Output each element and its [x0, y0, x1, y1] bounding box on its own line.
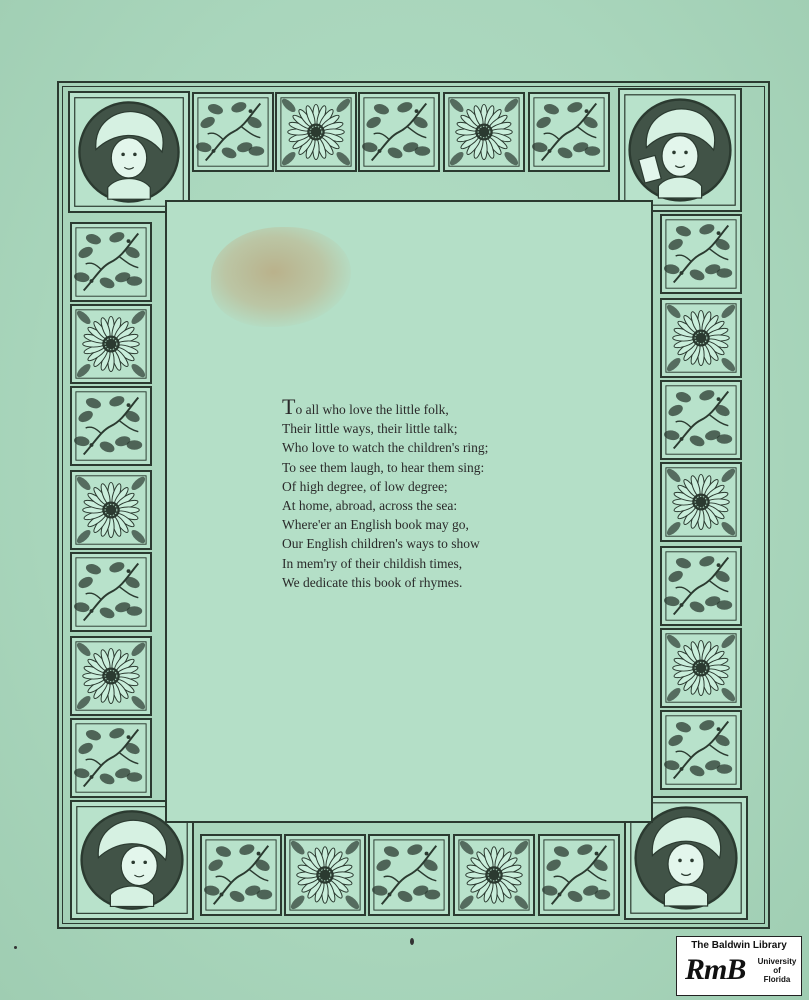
ink-speck — [14, 946, 17, 949]
vine-leaf-icon — [70, 222, 152, 302]
stamp-title: The Baldwin Library — [691, 940, 787, 951]
vine-leaf-icon — [70, 552, 152, 632]
vine-leaf-icon — [70, 718, 152, 798]
vine-leaf-icon — [660, 546, 742, 626]
sunflower-icon — [70, 470, 152, 550]
sunflower-icon — [443, 92, 525, 172]
poem-line: In mem'ry of their childish times, — [282, 555, 463, 571]
sunflower-icon — [660, 462, 742, 542]
poem-line: Their little ways, their little talk; — [282, 421, 458, 437]
sunflower-icon — [70, 304, 152, 384]
vine-leaf-icon — [368, 834, 450, 916]
poem-line: At home, abroad, across the sea: — [282, 498, 458, 514]
poem-line-1-rest: o all who love the little folk, — [295, 402, 449, 417]
drop-cap: T — [282, 394, 296, 419]
vine-leaf-icon — [538, 834, 620, 916]
vine-leaf-icon — [358, 92, 440, 172]
sunflower-icon — [660, 298, 742, 378]
poem-line: To see them laugh, to hear them sing: — [282, 459, 485, 475]
vine-leaf-icon — [660, 380, 742, 460]
sunflower-icon — [284, 834, 366, 916]
vine-leaf-icon — [70, 386, 152, 466]
vine-leaf-icon — [192, 92, 274, 172]
sunflower-icon — [453, 834, 535, 916]
sunflower-icon — [660, 628, 742, 708]
vine-leaf-icon — [200, 834, 282, 916]
library-stamp — [676, 936, 802, 996]
vine-leaf-icon — [660, 710, 742, 790]
poem-line: Who love to watch the children's ring; — [282, 440, 489, 456]
stamp-university-line: of — [773, 966, 781, 975]
ink-speck — [410, 938, 414, 945]
stamp-monogram: RmB — [685, 953, 746, 986]
stamp-university — [755, 957, 799, 984]
sunflower-icon — [70, 636, 152, 716]
vine-leaf-icon — [528, 92, 610, 172]
poem-line: Our English children's ways to show — [282, 536, 480, 552]
child-reading-portrait-icon — [618, 88, 742, 212]
poem-line-1 — [282, 394, 582, 419]
child-bonnet-portrait-icon — [68, 91, 190, 213]
sunflower-icon — [275, 92, 357, 172]
stamp-university-line: Florida — [763, 975, 791, 984]
poem-line: We dedicate this book of rhymes. — [282, 574, 463, 590]
stamp-university-line: University — [757, 957, 797, 966]
poem-line: Where'er an English book may go, — [282, 517, 469, 533]
poem-line: Of high degree, of low degree; — [282, 478, 448, 494]
dedication-poem — [282, 394, 582, 592]
vine-leaf-icon — [660, 214, 742, 294]
